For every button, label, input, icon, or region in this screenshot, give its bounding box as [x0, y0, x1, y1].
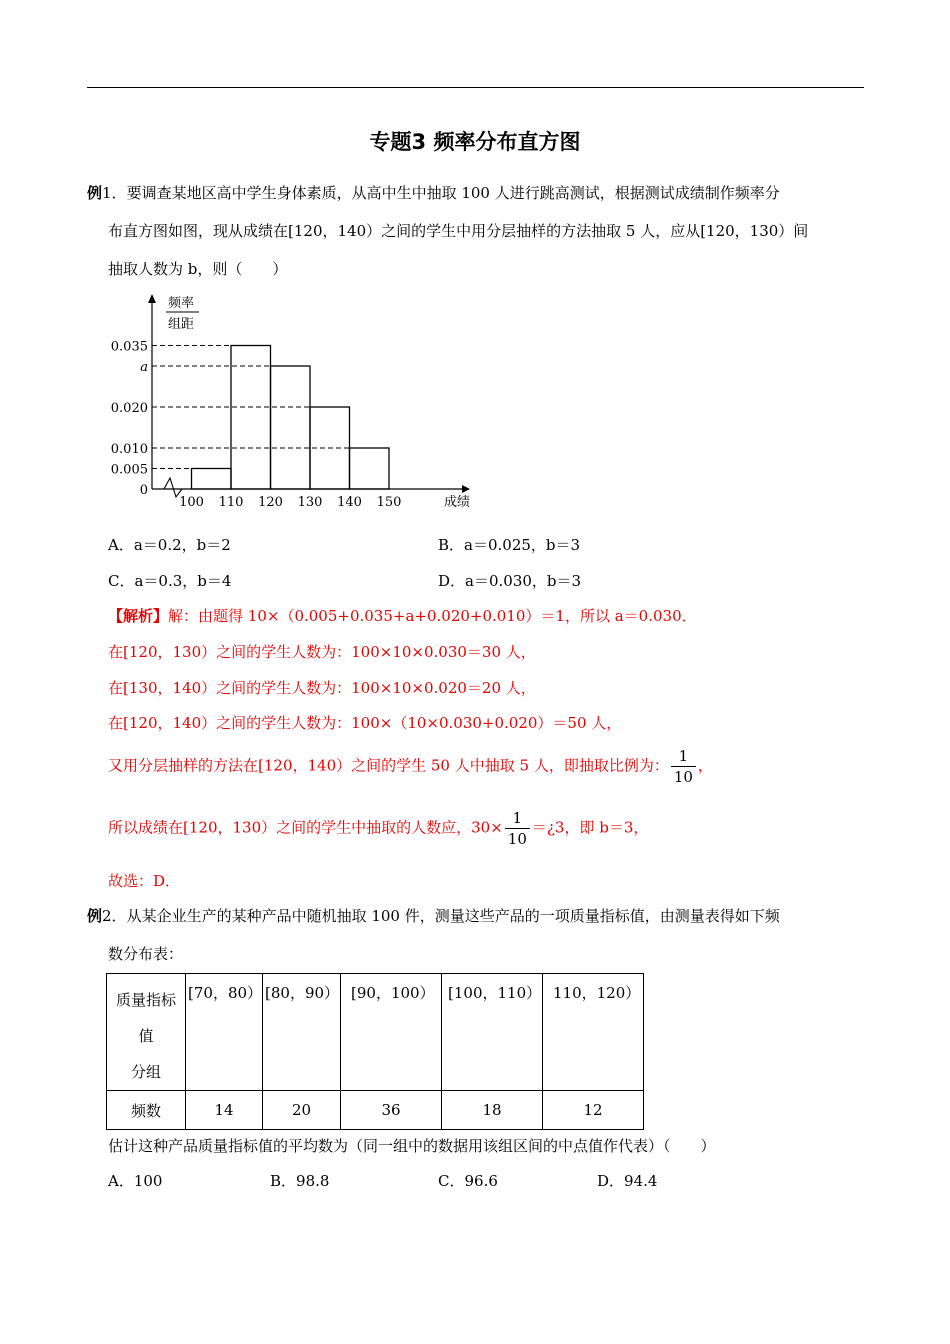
- example2-label: 例: [87, 907, 103, 925]
- example1-label: 例: [87, 184, 103, 202]
- table-count-cell: 18: [442, 1091, 543, 1130]
- histogram-bar: [192, 469, 232, 490]
- solution-line1: [108, 605, 697, 626]
- table-row-label: 频数: [107, 1091, 186, 1130]
- fraction-one-tenth-2: [505, 808, 530, 849]
- solution-text5b: ，: [697, 756, 713, 775]
- solution-line7: 故选：D．: [108, 872, 181, 890]
- table-row-groups: [107, 974, 644, 1091]
- table-count-cell: 12: [543, 1091, 644, 1130]
- x-tick-label: 150: [376, 495, 402, 510]
- example1-option-b: B．a＝0.025，b＝3: [438, 536, 581, 554]
- page-title: 专题3 频率分布直方图: [369, 130, 581, 154]
- y-tick-label: 0.005: [110, 462, 148, 478]
- table-group-cell: [100，110）: [442, 974, 543, 1091]
- header-label-line2: 值: [138, 1027, 154, 1045]
- fraction-denominator-2: 10: [507, 830, 527, 848]
- solution-line3: 在[130，140）之间的学生人数为：100×10×0.020＝20 人，: [108, 679, 536, 697]
- header-rule: [87, 87, 864, 88]
- example1-line1: [87, 182, 780, 203]
- y-tick-label: 0.020: [110, 401, 148, 416]
- table-count-cell: 36: [341, 1091, 442, 1130]
- table-row-counts: [107, 1091, 644, 1130]
- example2-line2: 数分布表：: [108, 945, 184, 963]
- frequency-table: [106, 973, 644, 1130]
- example1-option-a: A．a＝0.2，b＝2: [108, 536, 231, 554]
- x-tick-label: 120: [258, 495, 283, 510]
- y-axis-label-bottom: 组距: [168, 317, 195, 332]
- example1-option-c: C．a＝0.3，b＝4: [108, 572, 232, 590]
- example2-question: 估计这种产品质量指标值的平均数为（同一组中的数据用该组区间的中点值作代表）（ ）: [108, 1137, 716, 1155]
- example1-line2: 布直方图如图，现从成绩在[120，140）之间的学生中用分层抽样的方法抽取 5 人，应从[120，130）间: [108, 222, 809, 240]
- example2-option-c: C．96.6: [438, 1172, 498, 1190]
- example2-num: 2．: [102, 907, 127, 925]
- histogram-bar: [350, 448, 390, 489]
- solution-line2: 在[120，130）之间的学生人数为：100×10×0.030＝30 人，: [108, 643, 536, 661]
- table-count-cell: 14: [186, 1091, 263, 1130]
- fraction-one-tenth: [671, 746, 696, 787]
- table-header-cell: [107, 974, 186, 1091]
- fraction-numerator: 1: [671, 746, 696, 767]
- y-tick-label: 0.035: [110, 339, 148, 355]
- example2-option-d: D．94.4: [597, 1172, 658, 1190]
- y-axis-arrow: [148, 294, 156, 303]
- example1-text1: 要调查某地区高中学生身体素质，从高中生中抽取 100 人进行跳高测试，根据测试成绩制作频率分: [126, 184, 780, 202]
- table-group-cell: [80，90）: [263, 974, 341, 1091]
- x-tick-label: 140: [337, 495, 362, 510]
- fraction-denominator: 10: [673, 768, 693, 786]
- histogram-bar: [271, 366, 311, 489]
- solution-text1: 解：由题得 10×（0.005+0.035+a+0.020+0.010）＝1，所以 a＝0.030．: [168, 607, 697, 625]
- solution-line4: 在[120，140）之间的学生人数为：100×（10×0.030+0.020）＝50 人，: [108, 714, 622, 732]
- solution-text6a: 所以成绩在[120，130）之间的学生中抽取的人数应，30×: [108, 818, 503, 837]
- x-tick-label: 100: [179, 495, 204, 510]
- header-label-line1: 质量指标: [115, 991, 176, 1009]
- y-tick-label: a: [140, 360, 148, 375]
- example1-num: 1．: [102, 184, 127, 202]
- header-label-line3: 分组: [130, 1063, 161, 1081]
- example2-option-a: A．100: [108, 1172, 163, 1190]
- y-axis-label-top: 频率: [168, 296, 195, 311]
- example2-text1: 从某企业生产的某种产品中随机抽取 100 件，测量这些产品的一项质量指标值，由测量表得如下频: [126, 907, 780, 925]
- histogram-bar: [231, 346, 271, 490]
- solution-line6: [108, 808, 648, 849]
- table-group-cell: [70，80）: [186, 974, 263, 1091]
- x-tick-label: 130: [297, 495, 323, 510]
- solution-line5: [108, 746, 713, 787]
- table-count-cell: 20: [263, 1091, 341, 1130]
- table-group-cell: [90，100）: [341, 974, 442, 1091]
- x-axis-label: 成绩: [444, 495, 471, 510]
- example2-line1: [87, 905, 780, 926]
- table-group-cell: 110，120）: [543, 974, 644, 1091]
- example1-option-d: D．a＝0.030，b＝3: [438, 572, 582, 590]
- y-tick-label: 0: [139, 483, 148, 498]
- fraction-numerator-2: 1: [505, 808, 530, 829]
- example2-option-b: B．98.8: [270, 1172, 330, 1190]
- y-tick-label: 0.010: [110, 442, 148, 457]
- x-axis-arrow: [462, 485, 470, 493]
- example1-line3: 抽取人数为 b，则（ ）: [108, 260, 288, 278]
- frequency-histogram: [108, 290, 480, 512]
- solution-tag: 【解析】: [108, 607, 169, 625]
- x-tick-label: 110: [218, 495, 244, 510]
- solution-text6b: ＝¿3，即 b＝3，: [531, 818, 649, 837]
- solution-text5a: 又用分层抽样的方法在[120，140）之间的学生 50 人中抽取 5 人，即抽取比例为：: [108, 756, 669, 775]
